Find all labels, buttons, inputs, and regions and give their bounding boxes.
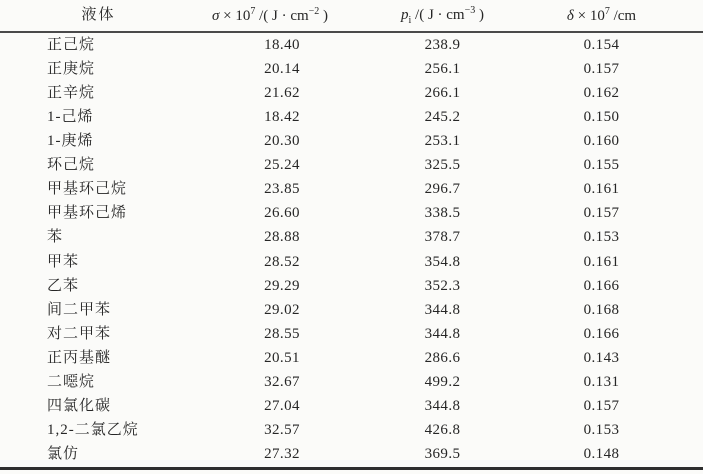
pi-value: 253.1 (424, 132, 461, 149)
sigma-value: 25.24 (264, 157, 300, 174)
pi-value: 238.9 (424, 36, 461, 53)
sigma-value: 20.14 (264, 60, 300, 77)
table-header-row (0, 0, 703, 33)
table-row (0, 33, 703, 57)
table-row (0, 298, 703, 322)
unit-exponent: −3 (464, 4, 476, 16)
times-ten: × 10 (219, 8, 251, 24)
sigma-value: 32.57 (264, 422, 300, 439)
delta-value: 0.155 (583, 157, 620, 174)
pi-value: 499.2 (424, 374, 461, 391)
pi-value: 256.1 (424, 60, 461, 77)
unit: /cm (609, 8, 637, 24)
table-row (0, 81, 703, 105)
pi-symbol: p (401, 6, 409, 23)
delta-value: 0.131 (583, 374, 620, 391)
col-header-liquid: 液体 (81, 7, 116, 23)
delta-value: 0.161 (583, 181, 620, 198)
delta-value: 0.166 (583, 325, 620, 342)
liquid-name: 正丙基醚 (47, 349, 112, 366)
delta-value: 0.157 (583, 205, 620, 222)
liquid-name: 1-庚烯 (47, 132, 94, 149)
delta-value: 0.166 (583, 277, 620, 294)
liquid-name: 甲苯 (47, 253, 80, 270)
liquid-name: 环己烷 (47, 157, 96, 174)
liquid-name: 正辛烷 (47, 84, 96, 101)
sigma-value: 29.29 (264, 277, 300, 294)
subscript-i: i (408, 14, 412, 26)
unit-close: ) (319, 8, 329, 24)
delta-value: 0.168 (583, 301, 620, 318)
sigma-value: 29.02 (264, 301, 300, 318)
pi-value: 378.7 (424, 229, 461, 246)
table-row (0, 395, 703, 419)
pi-value: 338.5 (424, 205, 461, 222)
table-row (0, 371, 703, 395)
delta-value: 0.162 (583, 84, 620, 101)
sigma-value: 28.52 (264, 253, 300, 270)
col-header-sigma (175, 7, 365, 24)
liquid-name: 二噁烷 (47, 374, 96, 391)
table-row (0, 346, 703, 370)
liquid-name: 1,2-二氯乙烷 (47, 422, 139, 439)
sigma-value: 28.55 (264, 325, 300, 342)
table-row (0, 129, 703, 153)
table-body (0, 33, 703, 470)
delta-value: 0.157 (583, 398, 620, 415)
delta-value: 0.148 (583, 446, 620, 463)
delta-value: 0.157 (583, 60, 620, 77)
table-row (0, 226, 703, 250)
sigma-value: 18.42 (264, 108, 300, 125)
delta-value: 0.150 (583, 108, 620, 125)
table-row (0, 443, 703, 467)
delta-value: 0.161 (583, 253, 620, 270)
sigma-value: 21.62 (264, 84, 300, 101)
table-row (0, 419, 703, 443)
table-row (0, 322, 703, 346)
unit: /( J · cm (411, 6, 465, 23)
pi-value: 245.2 (424, 108, 461, 125)
table-row (0, 105, 703, 129)
unit-exponent: −2 (308, 6, 320, 17)
pi-value: 344.8 (424, 398, 461, 415)
sigma-value: 27.32 (264, 446, 300, 463)
liquid-name: 乙苯 (47, 277, 80, 294)
liquid-name: 苯 (47, 229, 64, 246)
liquid-name: 1-己烯 (47, 108, 94, 125)
liquid-name: 甲基环己烷 (47, 181, 128, 198)
liquid-name: 间二甲苯 (47, 301, 112, 318)
sigma-value: 23.85 (264, 181, 300, 198)
col-header-delta (520, 7, 703, 24)
sigma-value: 20.30 (264, 132, 300, 149)
pi-value: 352.3 (424, 277, 461, 294)
table-row (0, 202, 703, 226)
sigma-value: 32.67 (264, 374, 300, 391)
delta-value: 0.143 (583, 349, 620, 366)
unit: /( J · cm (255, 8, 309, 24)
col-header-pi (365, 6, 520, 26)
table-row (0, 154, 703, 178)
liquid-name: 正己烷 (47, 36, 96, 53)
liquid-name: 四氯化碳 (47, 398, 112, 415)
table-row (0, 274, 703, 298)
liquid-name: 氯仿 (47, 446, 80, 463)
unit-close: ) (475, 6, 484, 23)
delta-symbol: δ (566, 8, 574, 24)
liquid-name: 甲基环己烯 (47, 205, 128, 222)
times-ten: × 10 (573, 8, 605, 24)
pi-value: 296.7 (424, 181, 461, 198)
sigma-symbol: σ (211, 8, 220, 24)
pi-value: 266.1 (424, 84, 461, 101)
sigma-value: 26.60 (264, 205, 300, 222)
exponent: 7 (250, 6, 256, 17)
pi-value: 344.8 (424, 325, 461, 342)
pi-value: 325.5 (424, 157, 461, 174)
delta-value: 0.154 (583, 36, 620, 53)
delta-value: 0.153 (583, 422, 620, 439)
table-row (0, 250, 703, 274)
pi-value: 286.6 (424, 349, 461, 366)
table-row (0, 178, 703, 202)
delta-value: 0.153 (583, 229, 620, 246)
sigma-value: 28.88 (264, 229, 300, 246)
delta-value: 0.160 (583, 132, 620, 149)
exponent: 7 (604, 6, 610, 17)
sigma-value: 18.40 (264, 36, 300, 53)
liquid-name: 正庚烷 (47, 60, 96, 77)
pi-value: 344.8 (424, 301, 461, 318)
sigma-value: 20.51 (264, 349, 300, 366)
table-row (0, 57, 703, 81)
sigma-value: 27.04 (264, 398, 300, 415)
pi-value: 426.8 (424, 422, 461, 439)
pi-value: 369.5 (424, 446, 461, 463)
liquid-name: 对二甲苯 (47, 325, 112, 342)
pi-value: 354.8 (424, 253, 461, 270)
